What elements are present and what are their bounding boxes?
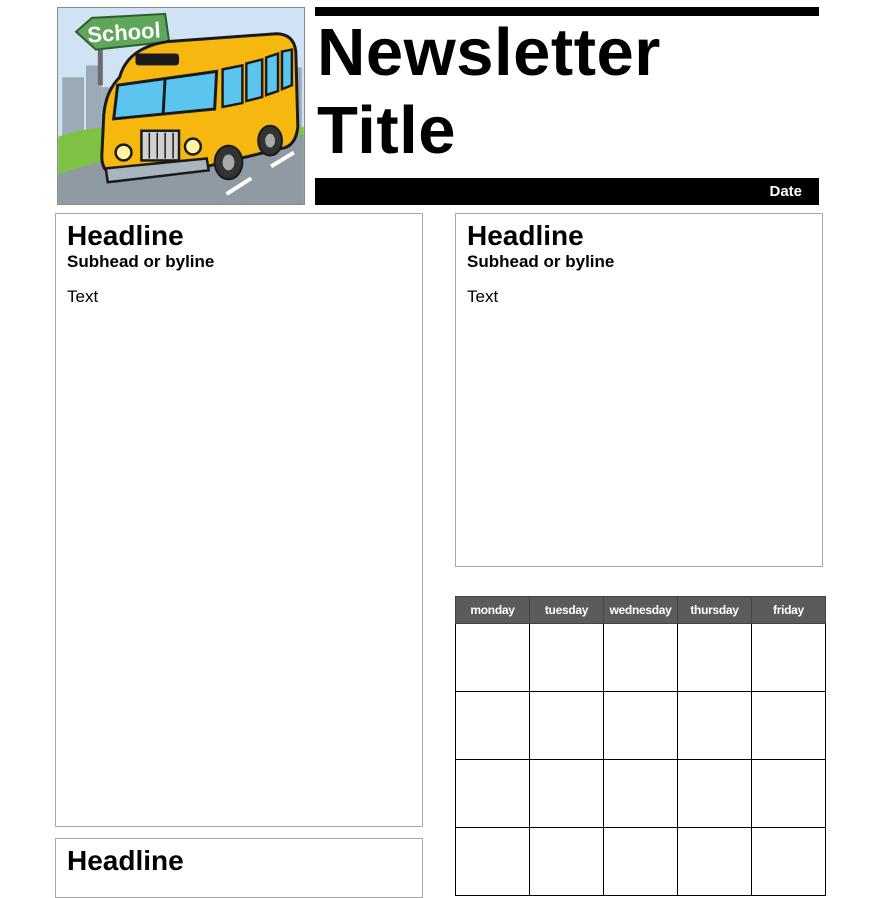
calendar-cell[interactable]	[752, 828, 826, 896]
header-image	[57, 7, 305, 205]
calendar-cell[interactable]	[678, 692, 752, 760]
calendar-day-monday: monday	[456, 597, 530, 624]
calendar-week-row	[456, 692, 826, 760]
calendar-cell[interactable]	[752, 692, 826, 760]
calendar-header-row	[456, 597, 826, 624]
headline: Headline	[67, 845, 184, 876]
newsletter-title	[317, 14, 817, 170]
calendar-cell[interactable]	[678, 828, 752, 896]
calendar-cell[interactable]	[456, 828, 530, 896]
headline: Headline	[67, 220, 184, 251]
date-bar	[315, 178, 819, 205]
calendar-cell[interactable]	[604, 624, 678, 692]
calendar-cell[interactable]	[456, 760, 530, 828]
calendar-day-tuesday: tuesday	[530, 597, 604, 624]
calendar-week-row	[456, 760, 826, 828]
weekly-calendar	[455, 596, 826, 896]
calendar-cell[interactable]	[530, 828, 604, 896]
title-line-2: Title	[317, 93, 457, 168]
date-label: Date	[769, 183, 802, 200]
school-sign-text: School	[86, 17, 162, 48]
calendar-cell[interactable]	[456, 624, 530, 692]
article-text: Text	[67, 287, 99, 306]
calendar-cell[interactable]	[530, 692, 604, 760]
calendar-cell[interactable]	[604, 828, 678, 896]
calendar-cell[interactable]	[530, 760, 604, 828]
calendar-cell[interactable]	[530, 624, 604, 692]
calendar-cell[interactable]	[604, 692, 678, 760]
calendar-cell[interactable]	[678, 624, 752, 692]
article-box-2	[455, 213, 823, 567]
headline: Headline	[467, 220, 584, 251]
article-text: Text	[467, 287, 499, 306]
calendar-cell[interactable]	[752, 624, 826, 692]
calendar-cell[interactable]	[604, 760, 678, 828]
article-box-3	[55, 838, 423, 898]
subhead: Subhead or byline	[467, 252, 615, 271]
calendar-day-thursday: thursday	[678, 597, 752, 624]
calendar-day-friday: friday	[752, 597, 826, 624]
calendar-cell[interactable]	[752, 760, 826, 828]
article-box-1	[55, 213, 423, 827]
calendar-cell[interactable]	[678, 760, 752, 828]
calendar-week-row	[456, 828, 826, 896]
calendar-cell[interactable]	[456, 692, 530, 760]
title-line-1: Newsletter	[317, 15, 661, 90]
calendar-day-wednesday: wednesday	[604, 597, 678, 624]
subhead: Subhead or byline	[67, 252, 215, 271]
calendar-week-row	[456, 624, 826, 692]
